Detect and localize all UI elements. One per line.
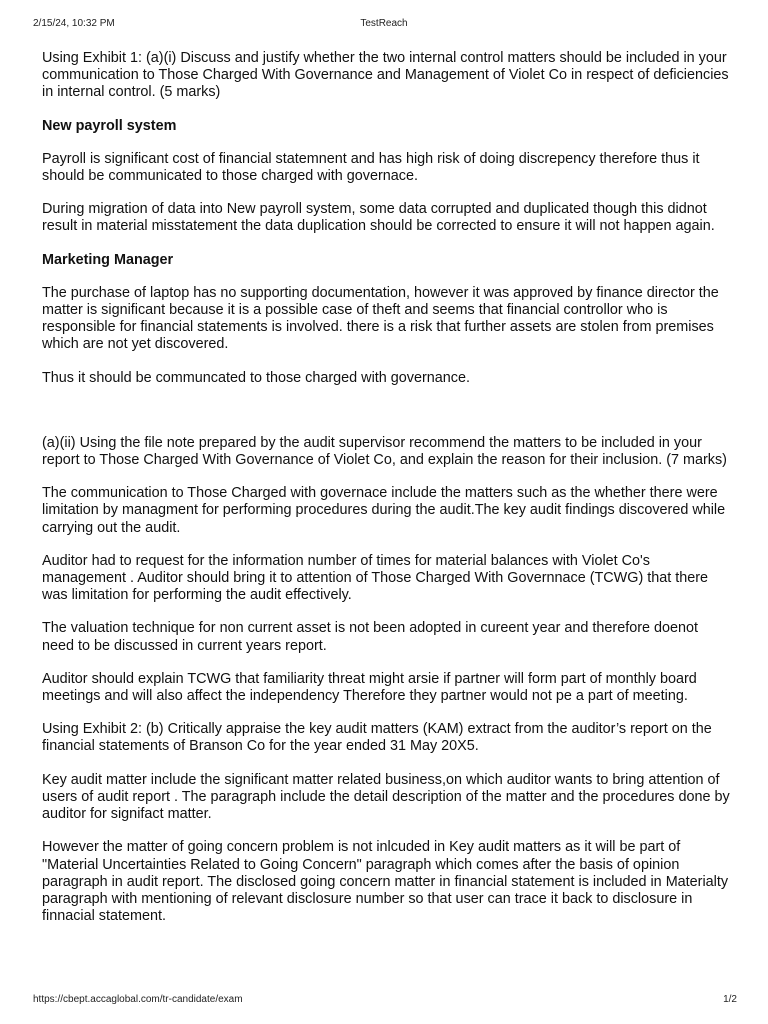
question-a-ii: (a)(ii) Using the file note prepared by the audit supervisor recommend the matters to be included in your report to Those Charged With Governance of Violet Co, and explain the reason for their inclusion. (7 marks)	[42, 434, 727, 469]
page-url: https://cbept.accaglobal.com/tr-candidate/exam	[33, 994, 243, 1005]
page-number: 1/2	[723, 994, 737, 1005]
answer-paragraph: During migration of data into New payroll system, some data corrupted and duplicated though this didnot result in material misstatement the data duplication should be corrected to ensure it will not happen again.	[42, 201, 715, 235]
answer-paragraph: However the matter of going concern problem is not inlcuded in Key audit matters as it will be part of "Material Uncertainties Related to Going Concern" paragraph which comes after the basis of opinion paragraph in audit report. The disclosed going concern matter in financial statement is included in Materialty paragraph with mentioning of relevant disclosure number so that user can trace it back to disclosure in finnacial statement.	[42, 839, 729, 925]
exam-answer-content	[42, 50, 732, 941]
answer-paragraph: The valuation technique for non current asset is not been adopted in cureent year and therefore doenot need to be discussed in current years report.	[42, 620, 699, 654]
answer-paragraph: The purchase of laptop has no supporting documentation, however it was approved by finance director the matter is significant because it is a possible case of theft and seems that financial controllor who is responsible for financial statements is involved. there is a risk that further assets are stolen from premises which are not yet discovered.	[42, 284, 719, 353]
question-b: Using Exhibit 2: (b) Critically appraise the key audit matters (KAM) extract from the auditor’s report on the financial statements of Branson Co for the year ended 31 May 20X5.	[42, 721, 712, 755]
print-header	[0, 18, 768, 32]
answer-paragraph: Payroll is significant cost of financial statemnent and has high risk of doing discrepency therefore thus it should be communicated to those charged with governace.	[42, 150, 700, 185]
print-page-title: TestReach	[360, 18, 408, 29]
heading-new-payroll-system: New payroll system	[42, 117, 177, 134]
heading-marketing-manager: Marketing Manager	[42, 251, 174, 268]
question-a-i: Using Exhibit 1: (a)(i) Discuss and justify whether the two internal control matters should be included in your communication to Those Charged With Governance and Management of Violet Co in respect of deficiencies in internal control. (5 marks)	[42, 50, 729, 101]
print-datetime: 2/15/24, 10:32 PM	[33, 18, 115, 29]
answer-paragraph: Auditor had to request for the information number of times for material balances with Violet Co's management . Auditor should bring it to attention of Those Charged With Governnace (TCWG) that there was limitation for performing the audit effectively.	[42, 552, 709, 604]
answer-paragraph: Thus it should be communcated to those charged with governance.	[42, 369, 470, 386]
print-footer	[0, 994, 768, 1008]
answer-paragraph: Auditor should explain TCWG that familiarity threat might arsie if partner will form part of monthly board meetings and will also affect the independency Therefore they partner would not pe a part of meeting.	[42, 670, 697, 705]
spacer	[42, 403, 732, 435]
answer-paragraph: Key audit matter include the significant matter related business,on which auditor wants to bring attention of users of audit report . The paragraph include the detail description of the matter and the procedures done by auditor for signifact matter.	[42, 771, 730, 823]
answer-paragraph: The communication to Those Charged with governace include the matters such as the whether there were limitation by managment for performing procedures during the audit.The key audit findings discovered while carrying out the audit.	[42, 485, 726, 536]
